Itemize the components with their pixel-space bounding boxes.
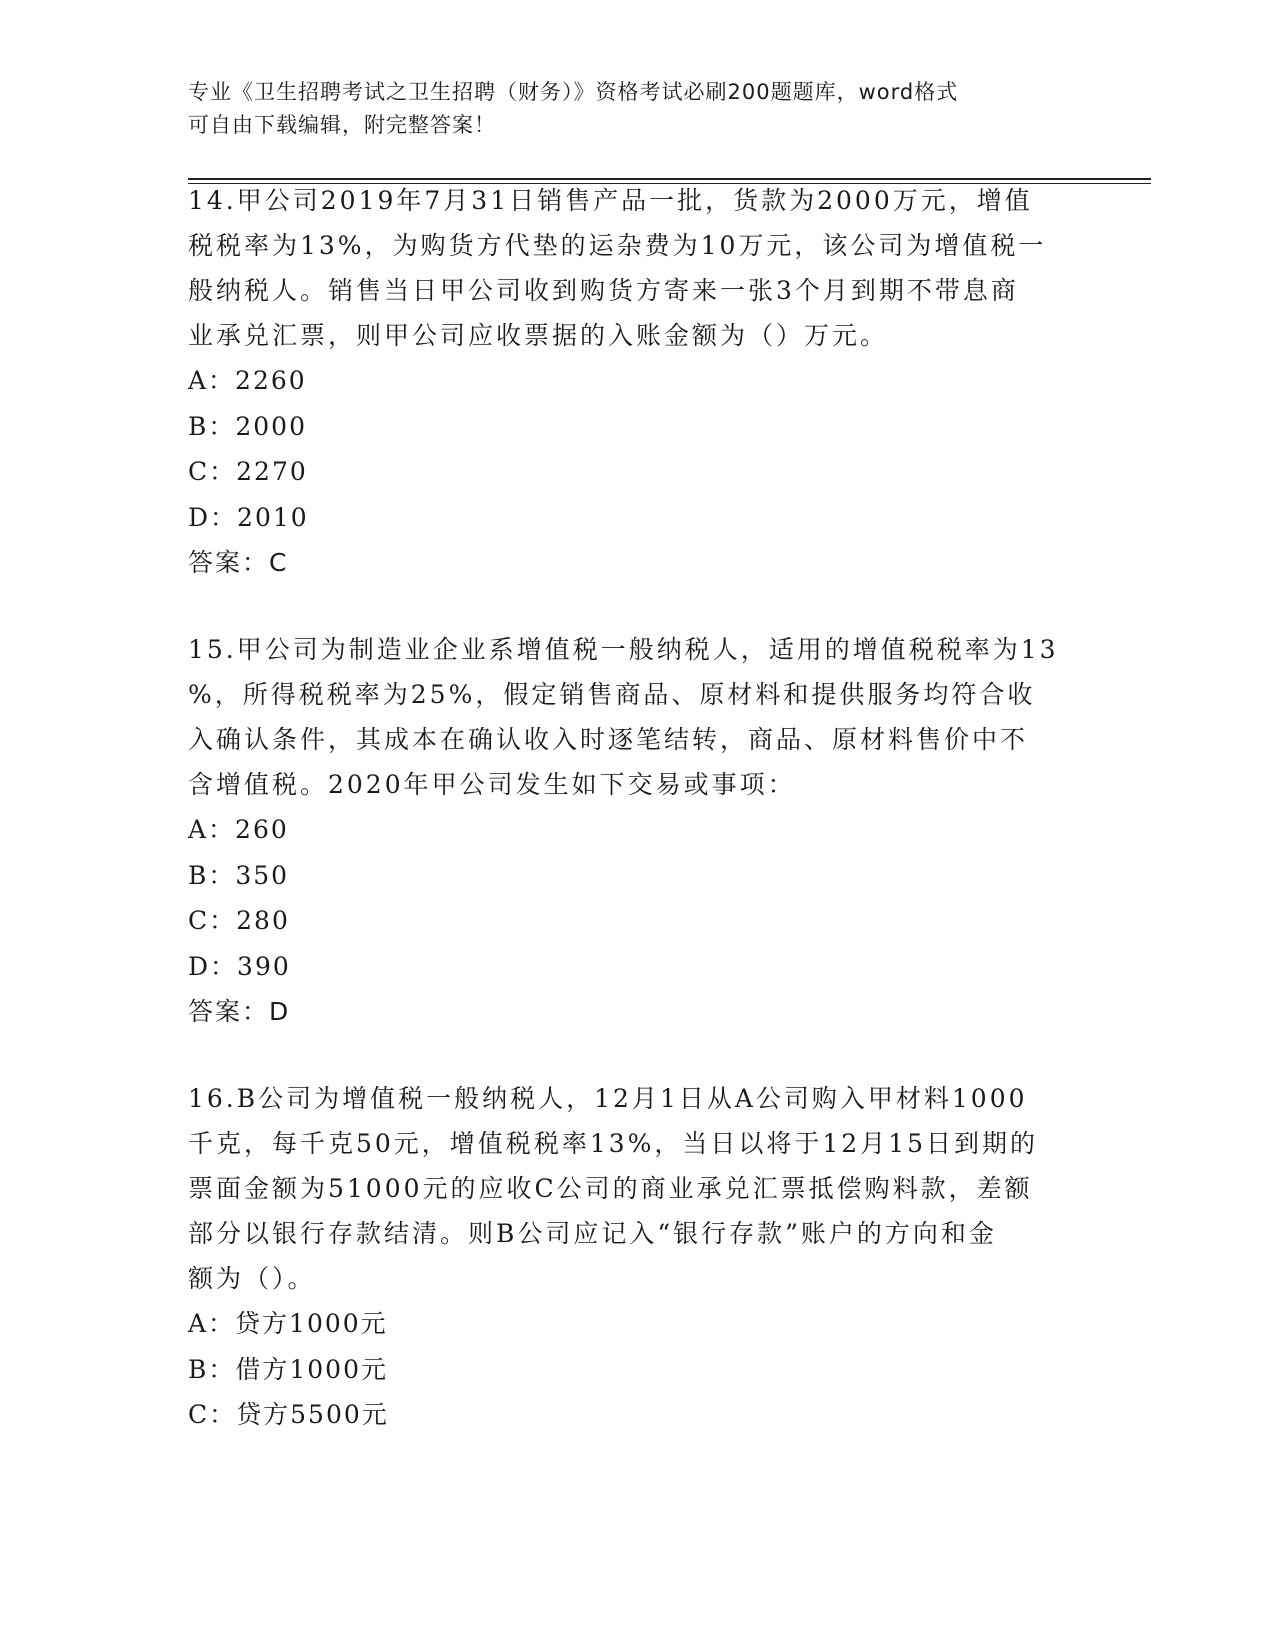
question-15 — [188, 627, 1088, 1034]
question-14 — [188, 178, 1088, 585]
question-stem-line: 14.甲公司2019年7月31日销售产品一批，货款为2000万元，增值 — [188, 186, 1033, 215]
option-a: A：贷方1000元 — [188, 1309, 388, 1338]
question-stem-line: 部分以银行存款结清。则B公司应记入“银行存款”账户的方向和金 — [188, 1219, 997, 1248]
option-c: C：280 — [188, 906, 290, 935]
question-stem-line: 16.B公司为增值税一般纳税人，12月1日从A公司购入甲材料1000 — [188, 1084, 1028, 1113]
option-d: D：390 — [188, 951, 291, 981]
question-stem-line: %，所得税税率为25%，假定销售商品、原材料和提供服务均符合收 — [188, 680, 1036, 709]
option-c: C：贷方5500元 — [188, 1400, 389, 1429]
option-b: B：2000 — [188, 411, 307, 441]
question-stem-line: 额为（）。 — [188, 1264, 316, 1293]
option-c: C：2270 — [188, 457, 308, 486]
question-stem-line: 15.甲公司为制造业企业系增值税一般纳税人，适用的增值税税率为13 — [188, 635, 1059, 664]
question-stem-line: 业承兑汇票，则甲公司应收票据的入账金额为（）万元。 — [188, 321, 889, 350]
question-stem-line: 税税率为13%，为购货方代垫的运杂费为10万元，该公司为增值税一 — [188, 231, 1047, 260]
header-line-1: 专业《卫生招聘考试之卫生招聘（财务）》资格考试必刷200题题库，word格式 — [188, 80, 959, 104]
question-16 — [188, 1076, 1088, 1438]
header-line-2: 可自由下载编辑，附完整答案！ — [188, 113, 496, 137]
option-a: A：2260 — [188, 366, 307, 395]
answer-line: 答案：D — [188, 997, 291, 1026]
question-stem-line: 含增值税。2020年甲公司发生如下交易或事项： — [188, 770, 796, 799]
question-stem-line: 千克，每千克50元，增值税税率13%，当日以将于12月15日到期的 — [188, 1129, 1039, 1158]
question-stem-line: 票面金额为51000元的应收C公司的商业承兑汇票抵偿购料款，差额 — [188, 1174, 1033, 1203]
question-stem-line: 入确认条件，其成本在确认收入时逐笔结转，商品、原材料售价中不 — [188, 725, 1029, 754]
document-header — [188, 76, 1068, 142]
option-d: D：2010 — [188, 502, 309, 532]
option-b: B：借方1000元 — [188, 1354, 388, 1384]
option-b: B：350 — [188, 860, 290, 890]
answer-line: 答案：C — [188, 548, 289, 577]
option-a: A：260 — [188, 815, 289, 844]
question-stem-line: 般纳税人。销售当日甲公司收到购货方寄来一张3个月到期不带息商 — [188, 276, 1019, 305]
